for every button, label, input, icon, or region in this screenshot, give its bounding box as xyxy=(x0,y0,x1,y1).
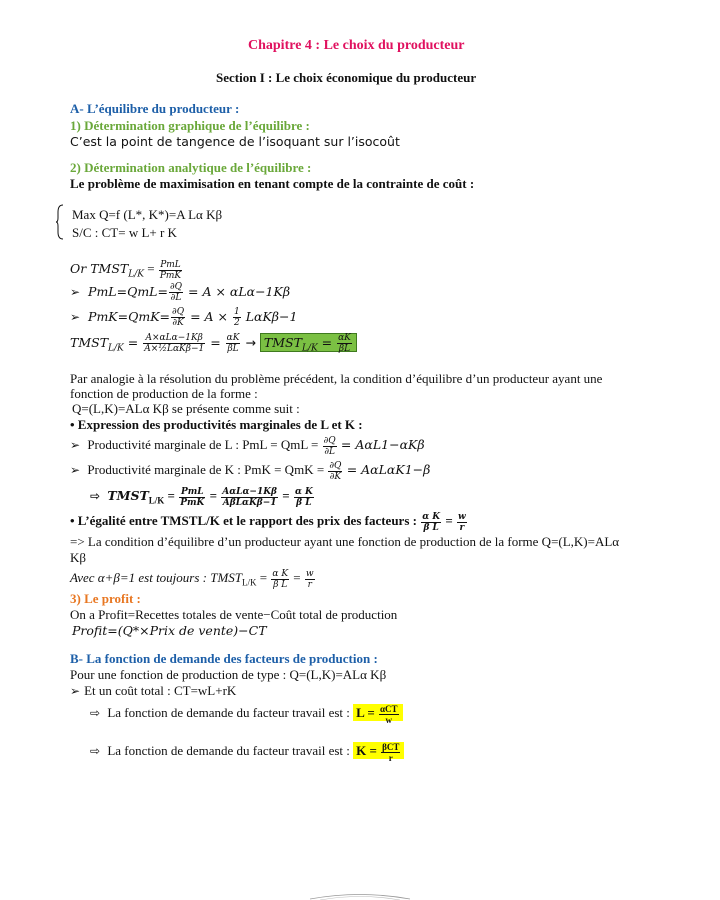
demand-K-line xyxy=(90,738,404,764)
frac-num: βCT xyxy=(382,741,400,752)
pml-prefix: PmL=QmL= xyxy=(88,284,168,299)
avec-sub: L/K xyxy=(242,577,257,588)
frac-den: ∂L xyxy=(170,293,182,303)
demand-L-formula xyxy=(353,703,402,725)
frac-den: β L xyxy=(296,497,312,508)
tmst-highlight-label: TMST xyxy=(263,335,302,350)
pml-rhs: = A × αLα−1Kβ xyxy=(188,284,291,299)
highlight-ak-over-bl xyxy=(337,333,352,354)
avec-line: Avec α+β=1 est toujours : $TMST_{L/K}$ = $\frac{\text{α K}}{\text{β L}}$ = $\frac{w}{r}$ xyxy=(70,568,314,590)
dq-dk xyxy=(171,307,185,328)
bullet-equality-text: • L’égalité entre TMSTL/K et le rapport des prix des facteurs : xyxy=(70,513,417,528)
frac-num: A×αLα−1Kβ xyxy=(143,333,205,344)
footer-decoration xyxy=(310,892,410,900)
tmst-highlight-sub: L/K xyxy=(301,343,318,354)
tmst-sub: L/K xyxy=(108,343,124,354)
frac-num: ∂Q xyxy=(169,282,183,292)
partB-line2: Et un coût total : CT=wL+rK xyxy=(84,683,237,698)
arrowhead-bullet-icon: ➢ xyxy=(70,285,81,299)
frac-den: PmK xyxy=(180,497,205,508)
system-line2: S/C : CT= w L+ r K xyxy=(72,225,177,240)
pm-l-line xyxy=(70,433,425,457)
system-line1: Max Q=f (L*, K*)=A Lα Kβ xyxy=(72,207,223,222)
frac-den: ∂K xyxy=(329,471,342,482)
hollow-arrow-icon: ⇨ xyxy=(90,744,101,758)
pmk-prefix: PmK=QmK= xyxy=(88,309,171,324)
frac-den: β L xyxy=(423,522,439,533)
arrow-right-icon: → xyxy=(245,335,256,350)
frac-den: 2 xyxy=(233,318,240,328)
hollow-arrow-icon: ⇨ xyxy=(90,489,101,503)
or-eq: = xyxy=(147,261,155,276)
pml-line xyxy=(70,280,290,304)
frac-den: ∂L xyxy=(324,446,335,457)
or-tmst-sub: L/K xyxy=(128,269,144,280)
demand-L-line xyxy=(90,700,403,726)
frac-den: r xyxy=(388,752,393,763)
alpha-ct-over-w xyxy=(379,704,399,725)
frac-num: PmL xyxy=(180,486,204,497)
condition-line2: Kβ xyxy=(70,550,87,565)
ak-over-bl xyxy=(294,487,314,508)
frac-den: A×½LαKβ−1 xyxy=(144,344,205,354)
bullet-equality-line: • L’égalité entre TMSTL/K et le rapport des prix des facteurs : $\frac{\text{α K}}{\text{β L}}$ = $\frac{w}{r}$ xyxy=(70,511,466,533)
pmk-rhs-a: = A × xyxy=(190,309,228,324)
demand-L-text: La fonction de demande du facteur travail est : xyxy=(107,705,350,720)
frac-num: α K xyxy=(272,568,289,579)
section-title: Section I : Le choix économique du producteur xyxy=(216,70,477,85)
expanded-ratio xyxy=(221,487,278,508)
tmst-label: TMST xyxy=(70,335,109,350)
frac-num: αK xyxy=(338,333,351,343)
partA-sub2: 2) Détermination analytique de l’équilibre : xyxy=(70,160,312,175)
bullet-marginal-productivity: • Expression des productivités marginales de L et K : xyxy=(70,417,363,432)
frac-num: α K xyxy=(294,486,313,497)
frac-num: ∂Q xyxy=(329,460,342,471)
frac-num: w xyxy=(305,568,314,579)
partB-line1: Pour une fonction de production de type : Q=(L,K)=ALα Kβ xyxy=(70,667,387,682)
tmst-bold-sub: L/K xyxy=(148,495,165,506)
frac-num: 1 xyxy=(233,307,240,317)
brace-icon xyxy=(56,204,64,240)
tmst-highlight-box: $TMST_{L/K}$ = $\frac{\alpha K}{\beta L}$ xyxy=(260,333,357,352)
ak-over-bl xyxy=(271,569,289,590)
frac-num: α K xyxy=(422,511,441,522)
demand-K-text: La fonction de demande du facteur travail est : xyxy=(107,743,350,758)
tmst-analogy-line: ⇨ $TMST_{L/K}$ = $\frac{\text{PmL}}{\text{PmK}}$ = $\frac{\text{AαLα−1Kβ}}{\text{AβLαKβ−1}}$ = $\frac{\text{α K}}{\text{β L}}$ xyxy=(90,486,313,508)
w-over-r xyxy=(305,569,315,590)
demand-L-var: L = xyxy=(356,705,375,720)
profit-line2: Profit=(Q*×Prix de vente)−CT xyxy=(72,623,267,638)
frac-den: β L xyxy=(273,579,288,590)
dq-dl xyxy=(169,282,183,303)
pml-over-pmk xyxy=(159,260,182,281)
partA-sub1: 1) Détermination graphique de l’équilibre : xyxy=(70,118,310,133)
hollow-arrow-icon: ⇨ xyxy=(90,706,101,720)
pm-l-rhs: = AαL1−αKβ xyxy=(340,437,425,452)
arrowhead-bullet-icon: ➢ xyxy=(70,438,81,452)
frac-den: ∂K xyxy=(172,318,184,328)
frac-den: βL xyxy=(338,344,351,354)
arrowhead-bullet-icon: ➢ xyxy=(70,463,81,477)
demand-K-formula xyxy=(353,741,404,763)
pm-l-text: Productivité marginale de L : PmL = QmL = xyxy=(87,437,319,452)
dq-dk xyxy=(328,461,342,482)
partA-sub2-text: Le problème de maximisation en tenant compte de la contrainte de coût : xyxy=(70,176,475,191)
partA-sub1-text: C’est la point de tangence de l’isoquant sur l’isocoût xyxy=(70,134,400,149)
pm-k-rhs: = AαLαK1−β xyxy=(346,462,431,477)
frac-num: w xyxy=(458,511,466,522)
dq-dl xyxy=(323,436,337,457)
frac-den: r xyxy=(459,522,465,533)
frac-num: ∂Q xyxy=(323,435,336,446)
arrowhead-bullet-icon: ➢ xyxy=(70,684,81,698)
tmst-result-line: $TMST_{L/K}$ = $\frac{\text{A×αLα−1Kβ}}{\text{A×½LαKβ−1}}$ = $\frac{\alpha K}{\beta L}$ → $TMST_{L/K}$ = $\frac{\alpha K}{\beta L}$ xyxy=(70,330,357,362)
pm-k-line xyxy=(70,458,430,482)
arrowhead-bullet-icon: ➢ xyxy=(70,310,81,324)
tmst-ratio xyxy=(143,333,205,354)
frac-den: PmK xyxy=(159,270,182,281)
pm-k-text: Productivité marginale de K : PmK = QmK = xyxy=(87,462,325,477)
profit-line1: On a Profit=Recettes totales de vente−Coût total de production xyxy=(70,607,398,622)
frac-num: αK xyxy=(226,333,240,343)
ak-over-bl xyxy=(421,512,441,533)
w-over-r xyxy=(457,512,467,533)
frac-num: AαLα−1Kβ xyxy=(222,486,278,497)
one-half xyxy=(233,307,241,328)
beta-ct-over-r xyxy=(381,742,400,763)
frac-den: w xyxy=(385,714,393,725)
frac-num: ∂Q xyxy=(172,307,185,317)
frac-num: αCT xyxy=(380,703,398,714)
frac-num: PmL xyxy=(160,259,181,270)
partB-line2-row xyxy=(70,683,236,699)
pmk-line xyxy=(70,305,297,329)
demand-K-var: K = xyxy=(356,743,377,758)
or-tmst-prefix: Or TMST xyxy=(70,261,129,276)
partA-heading: A- L’équilibre du producteur : xyxy=(70,101,240,116)
frac-den: AβLαKβ−1 xyxy=(222,497,277,508)
ak-over-bl xyxy=(226,333,241,354)
analogy-line3: Q=(L,K)=ALα Kβ se présente comme suit : xyxy=(72,401,300,416)
pmk-rhs-b: LαKβ−1 xyxy=(245,309,298,324)
avec-text: Avec α+β=1 est toujours : TMST xyxy=(70,570,243,585)
frac-den: r xyxy=(307,579,312,590)
profit-heading: 3) Le profit : xyxy=(70,591,141,606)
tmst-bold-label: TMST xyxy=(107,488,149,503)
condition-line1: => La condition d’équilibre d’un producteur ayant une fonction de production de la forme Q=(L,K)=ALα xyxy=(70,534,620,549)
analogy-line1: Par analogie à la résolution du problème précédent, la condition d’équilibre d’un producteur ayant une xyxy=(70,371,603,386)
chapter-title: Chapitre 4 : Le choix du producteur xyxy=(248,38,465,53)
partB-heading: B- La fonction de demande des facteurs de production : xyxy=(70,651,378,666)
frac-den: βL xyxy=(227,344,239,354)
pml-over-pmk xyxy=(179,487,205,508)
analogy-line2: fonction de production de la forme : xyxy=(70,386,258,401)
